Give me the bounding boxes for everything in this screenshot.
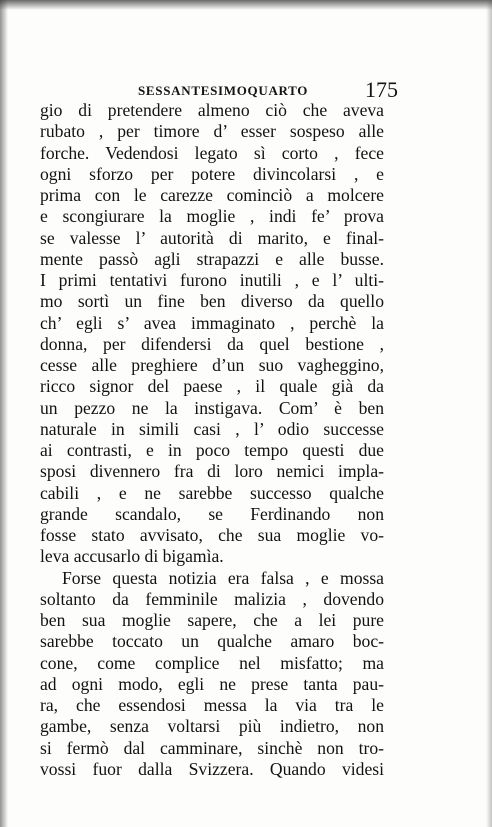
text-line: I primi tentativi furono inutili , e l’ ulti-	[40, 270, 384, 290]
text-line: cabili , e ne sarebbe successo qualche	[40, 482, 384, 503]
text-line: gambe, senza voltarsi più indietro, non	[40, 716, 384, 737]
text-line: ben sua moglie sapere, che a lei pure	[40, 610, 384, 630]
paragraph-start-line: Forse questa notizia era falsa , e mossa	[62, 567, 384, 588]
text-line: ra, che essendosi messa la via tra le	[40, 695, 384, 715]
text-line: sarebbe toccato un qualche amaro boc-	[40, 631, 384, 652]
text-line: soltanto da femminile malizia , dovendo	[40, 588, 384, 609]
text-line: gio di pretendere almeno ciò che aveva	[40, 100, 384, 120]
text-line: mente passò agli strapazzi e alle busse.	[40, 248, 384, 269]
text-line: grande scandalo, se Ferdinando non	[40, 503, 384, 524]
text-line: un pezzo ne la instigava. Com’ è ben	[40, 397, 384, 418]
text-line: cone, come complice nel misfatto; ma	[40, 652, 384, 673]
text-line: vossi fuor dalla Svizzera. Quando videsi	[40, 758, 384, 779]
text-line: ad ogni modo, egli ne prese tanta pau-	[40, 673, 384, 694]
page-gutter-shadow	[0, 0, 8, 827]
text-line: rubato , per timore d’ esser sospeso alle	[40, 121, 384, 142]
text-line: si fermò dal camminare, sinchè non tro-	[40, 737, 384, 758]
text-line: mo sortì un fine ben diverso da quello	[40, 291, 384, 312]
text-line: naturale in simili casi , l’ odio successe	[40, 418, 384, 439]
text-line: prima con le carezze cominciò a molcere	[40, 185, 384, 205]
text-line: sposi divennero fra di loro nemici impla-	[40, 461, 384, 482]
page-number: 175	[365, 77, 398, 102]
text-line: fosse stato avvisato, che sua moglie vo-	[40, 525, 384, 545]
text-line: cesse alle preghiere d’un suo vagheggino,	[40, 355, 384, 375]
running-title: SESSANTESIMOQUARTO	[138, 83, 309, 98]
body-text	[40, 100, 384, 780]
page-top-shadow	[0, 0, 492, 10]
page-edge-shadow	[486, 0, 492, 827]
text-line: donna, per difendersi da quel bestione ,	[40, 333, 384, 354]
paragraph-end-line: leva accusarlo di bigamìa.	[40, 546, 224, 567]
text-line: ch’ egli s’ avea immaginato , perchè la	[40, 312, 384, 333]
text-line: ai contrasti, e in poco tempo questi due	[40, 440, 384, 460]
text-line: forche. Vedendosi legato sì corto , fece	[40, 142, 384, 163]
text-line: e scongiurare la moglie , indi fe’ prova	[40, 206, 384, 227]
text-line: se valesse l’ autorità di marito, e final-	[40, 227, 384, 248]
running-head	[108, 77, 398, 102]
text-line: ricco signor del paese , il quale già da	[40, 376, 384, 397]
text-line: ogni sforzo per potere divincolarsi , e	[40, 163, 384, 184]
